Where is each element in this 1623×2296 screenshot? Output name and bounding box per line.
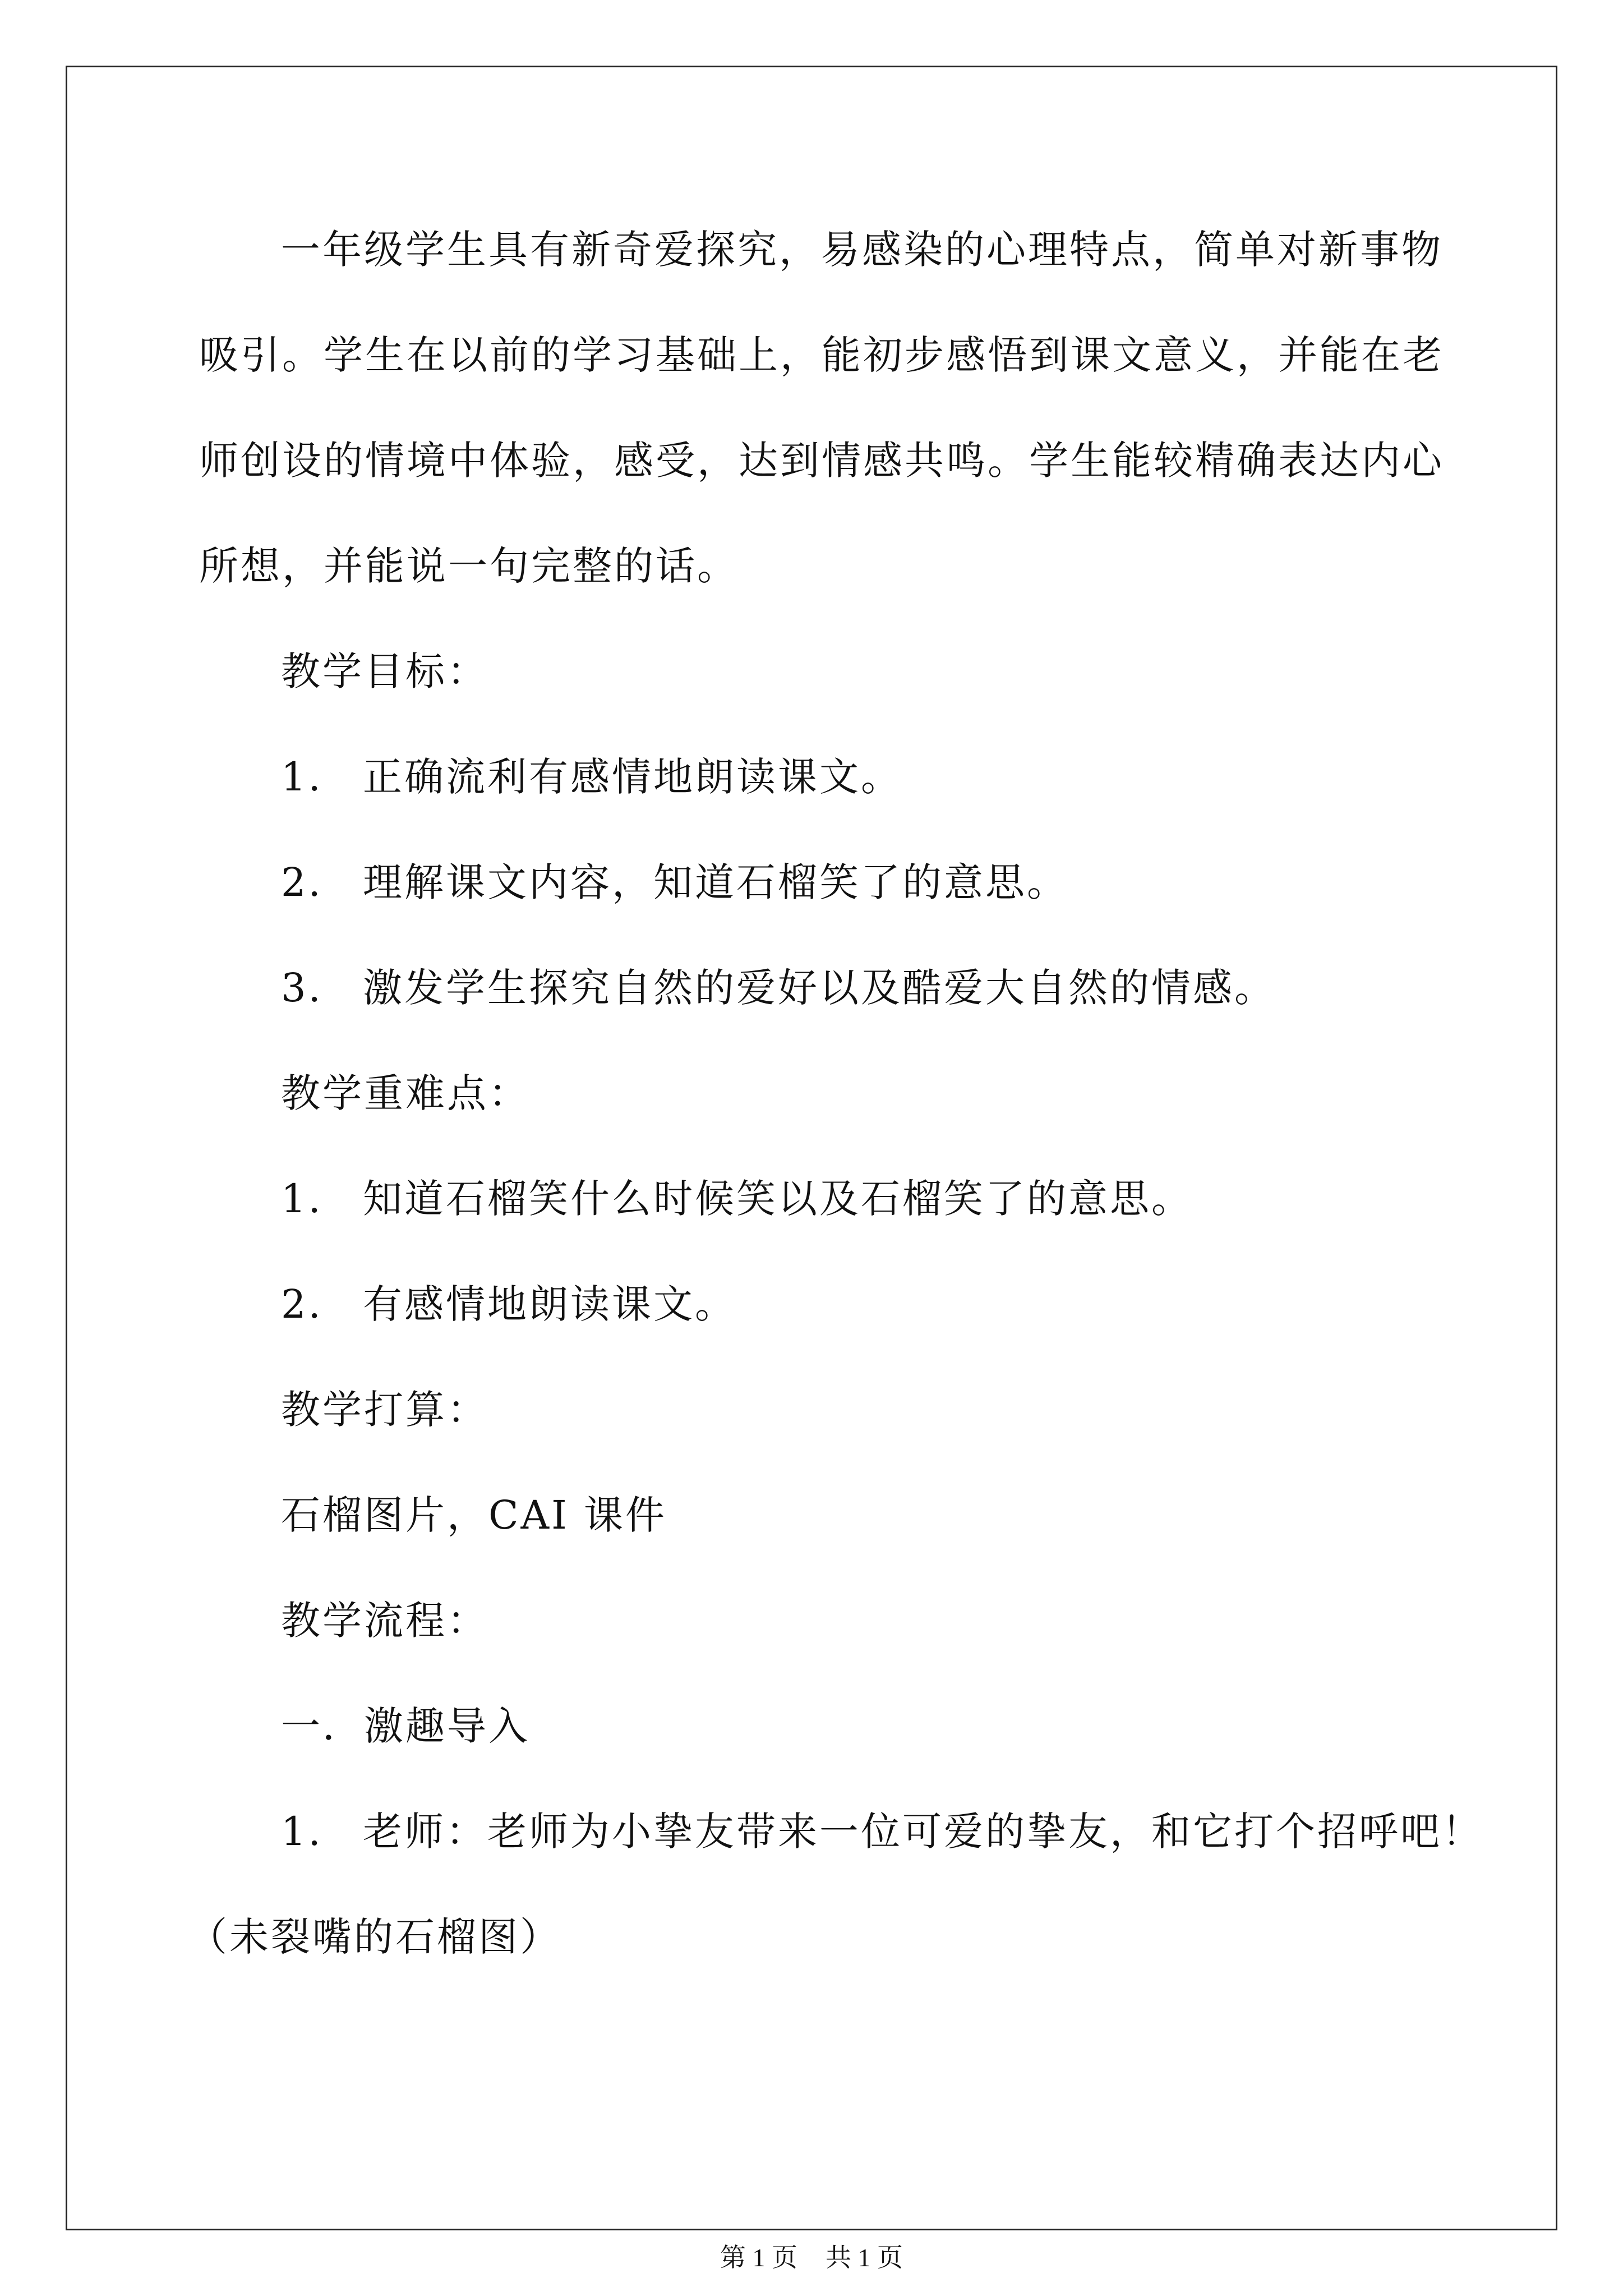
- key-point-item: [281, 1174, 1193, 1224]
- page-total: 共 1 页: [826, 2243, 903, 2272]
- intro-line-4: 所想，并能说一句完整的话。: [199, 543, 739, 589]
- intro-line-3: 师创设的情境中体验，感受，达到情感共鸣。学生能较精确表达内心: [199, 438, 1444, 484]
- goal-number: 3.: [281, 965, 323, 1011]
- key-point-number: 2.: [281, 1281, 323, 1327]
- step-note: （未裂嘴的石榴图）: [188, 1914, 561, 1960]
- preparation-heading: 教学打算：: [281, 1387, 488, 1433]
- page-number: 第 1 页: [720, 2243, 797, 2272]
- key-points-heading: 教学重难点：: [281, 1070, 530, 1116]
- preparation-text: 石榴图片，CAI 课件: [281, 1492, 667, 1538]
- goal-number: 1.: [281, 754, 323, 800]
- step-number: 1.: [281, 1809, 323, 1855]
- key-point-item: [281, 1279, 736, 1329]
- goal-item: [281, 963, 1276, 1013]
- intro-line-1: 一年级学生具有新奇爱探究，易感染的心理特点，简单对新事物: [281, 227, 1443, 273]
- goal-text: 理解课文内容，知道石榴笑了的意思。: [363, 859, 1068, 905]
- page-border: [66, 66, 1557, 2230]
- goal-number: 2.: [281, 859, 323, 905]
- goal-item: [281, 857, 1068, 908]
- page-footer: [0, 2241, 1623, 2275]
- goal-item: [281, 752, 902, 802]
- intro-line-2: 吸引。学生在以前的学习基础上，能初步感悟到课文意义，并能在老: [199, 332, 1444, 378]
- process-heading: 教学流程：: [281, 1598, 488, 1644]
- goal-text: 正确流利有感情地朗读课文。: [363, 754, 902, 800]
- goal-text: 激发学生探究自然的爱好以及酷爱大自然的情感。: [363, 965, 1276, 1011]
- key-point-text: 有感情地朗读课文。: [363, 1281, 736, 1327]
- process-step: [281, 1806, 1483, 1857]
- goals-heading: 教学目标：: [281, 648, 488, 694]
- key-point-text: 知道石榴笑什么时候笑以及石榴笑了的意思。: [363, 1176, 1193, 1222]
- step-text: 老师：老师为小挚友带来一位可爱的挚友，和它打个招呼吧！: [363, 1809, 1483, 1855]
- section-title: 一．激趣导入: [281, 1703, 530, 1749]
- key-point-number: 1.: [281, 1176, 323, 1222]
